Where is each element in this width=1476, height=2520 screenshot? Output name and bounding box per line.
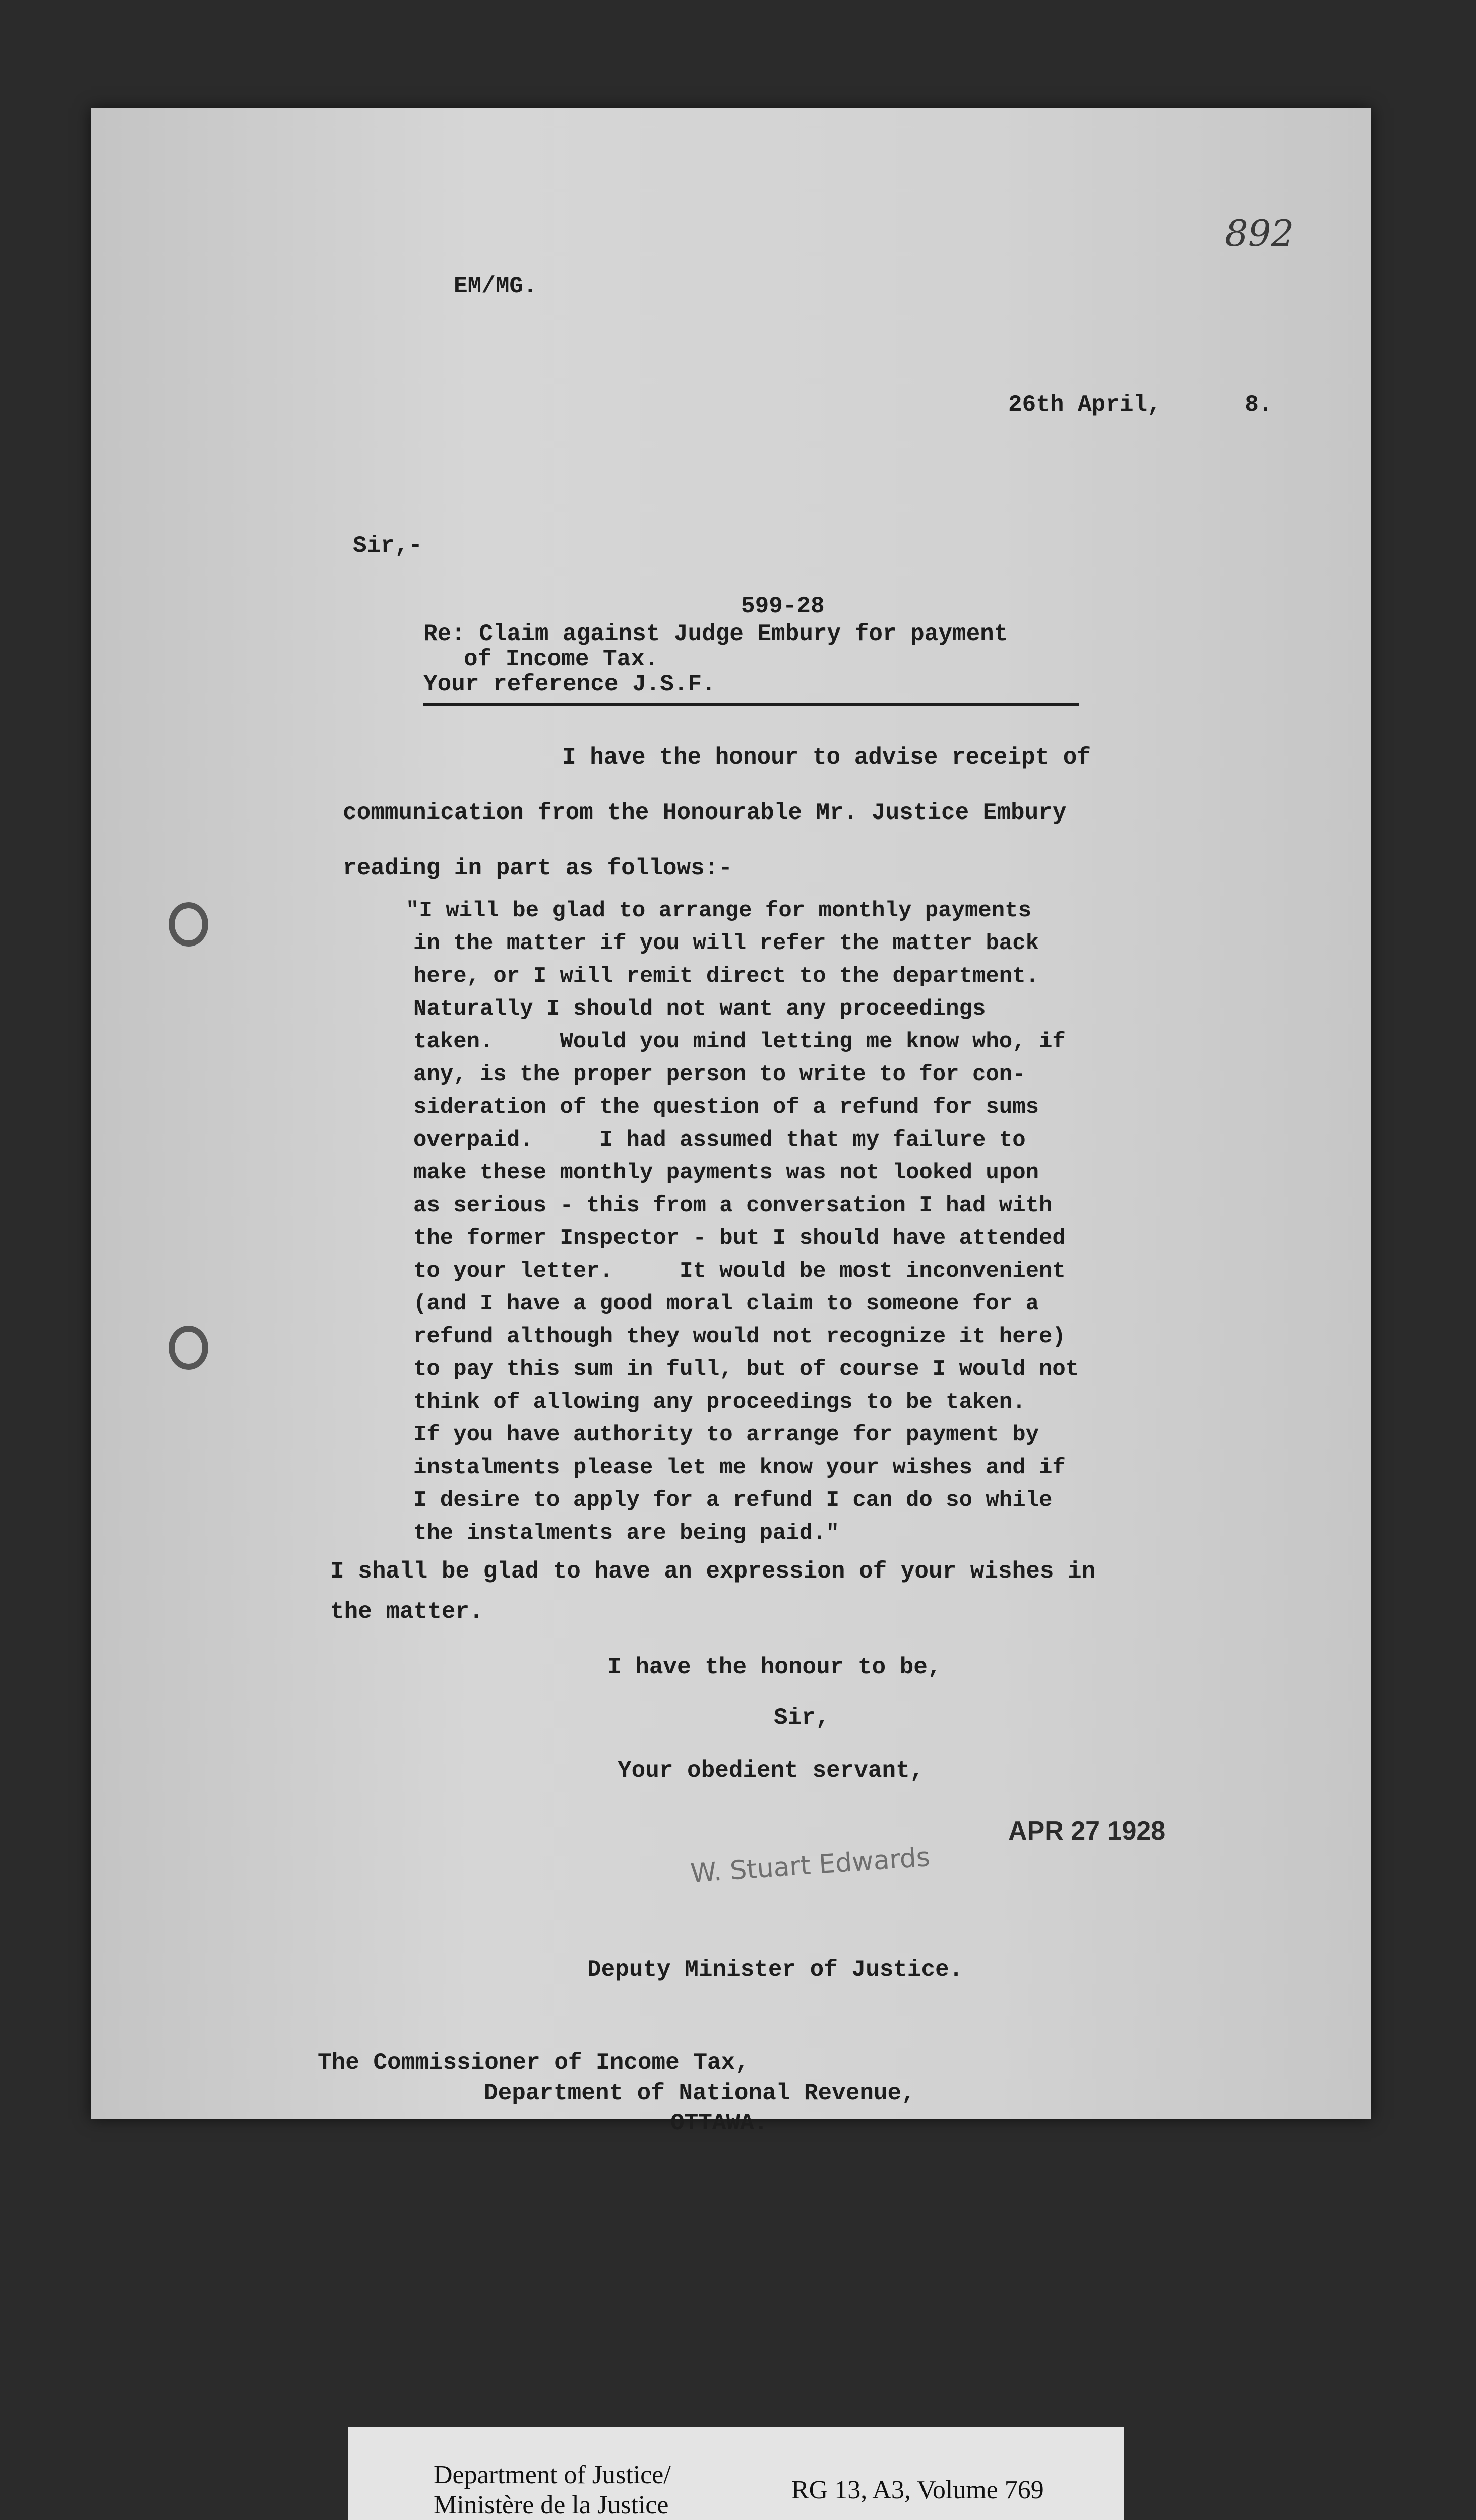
quote-line-11: the former Inspector - but I should have attended: [413, 1226, 1066, 1251]
addressee-line-1: The Commissioner of Income Tax,: [318, 2050, 749, 2076]
subject-line-2: of Income Tax.: [464, 646, 659, 672]
quote-line-6: any, is the proper person to write to for con-: [413, 1062, 1026, 1087]
intro-line-3: reading in part as follows:-: [343, 855, 732, 881]
addressee-line-2: Department of National Revenue,: [484, 2080, 915, 2106]
department-line-2: Ministère de la Justice: [434, 2491, 669, 2519]
file-number: 599-28: [741, 593, 825, 619]
closing-line-2: Sir,: [774, 1705, 830, 1731]
quote-line-2: in the matter if you will refer the matter back: [413, 931, 1039, 956]
quote-line-17: If you have authority to arrange for payment by: [413, 1422, 1039, 1447]
page-number: 892: [1225, 212, 1295, 255]
quote-line-5: taken. Would you mind letting me know who, if: [413, 1029, 1066, 1054]
subject-reference: Your reference J.S.F.: [423, 668, 1079, 706]
quote-line-10: as serious - this from a conversation I had with: [413, 1193, 1053, 1218]
closing-para-line-2: the matter.: [330, 1599, 483, 1625]
punch-hole-top: [169, 902, 208, 947]
quote-line-1: "I will be glad to arrange for monthly payments: [406, 898, 1032, 923]
quote-line-8: overpaid. I had assumed that my failure to: [413, 1127, 1026, 1153]
quote-line-15: to pay this sum in full, but of course I would not: [413, 1357, 1079, 1382]
document-page: [91, 108, 1371, 2136]
punch-hole-bottom: [169, 1326, 208, 1370]
quote-line-12: to your letter. It would be most inconvenient: [413, 1258, 1066, 1284]
intro-line-2: communication from the Honourable Mr. Justice Embury: [343, 800, 1067, 826]
closing-para-line-1: I shall be glad to have an expression of your wishes in: [330, 1558, 1096, 1585]
quote-line-7: sideration of the question of a refund for sums: [413, 1095, 1039, 1120]
closing-line-3: Your obedient servant,: [618, 1757, 924, 1784]
quote-line-4: Naturally I should not want any proceedings: [413, 996, 986, 1022]
closing-line-1: I have the honour to be,: [607, 1654, 942, 1680]
date-received-stamp: APR 27 1928: [1008, 1816, 1166, 1846]
letter-date: 26th April, 8.: [1008, 392, 1273, 418]
quote-line-19: I desire to apply for a refund I can do so while: [413, 1488, 1053, 1513]
department-line-1: Department of Justice/: [434, 2461, 671, 2489]
intro-line-1: I have the honour to advise receipt of: [562, 744, 1091, 771]
quote-line-9: make these monthly payments was not looked upon: [413, 1160, 1039, 1185]
archive-reference-label: [348, 2427, 1124, 2520]
quote-line-3: here, or I will remit direct to the department.: [413, 964, 1039, 989]
initials: EM/MG.: [454, 273, 537, 299]
quote-line-14: refund although they would not recognize it here): [413, 1324, 1066, 1349]
quote-line-18: instalments please let me know your wishes and if: [413, 1455, 1066, 1480]
signer-title: Deputy Minister of Justice.: [587, 1957, 963, 1983]
quote-line-20: the instalments are being paid.": [413, 1521, 839, 1546]
quote-line-16: think of allowing any proceedings to be taken.: [413, 1390, 1026, 1415]
record-group-reference: RG 13, A3, Volume 769: [791, 2476, 1044, 2504]
salutation: Sir,-: [353, 533, 423, 559]
subject-line-1: Re: Claim against Judge Embury for payment: [423, 621, 1008, 647]
addressee-line-3: OTTAWA.: [670, 2110, 768, 2136]
signature: W. Stuart Edwards: [689, 1842, 931, 1889]
quote-line-13: (and I have a good moral claim to someone for a: [413, 1291, 1039, 1316]
